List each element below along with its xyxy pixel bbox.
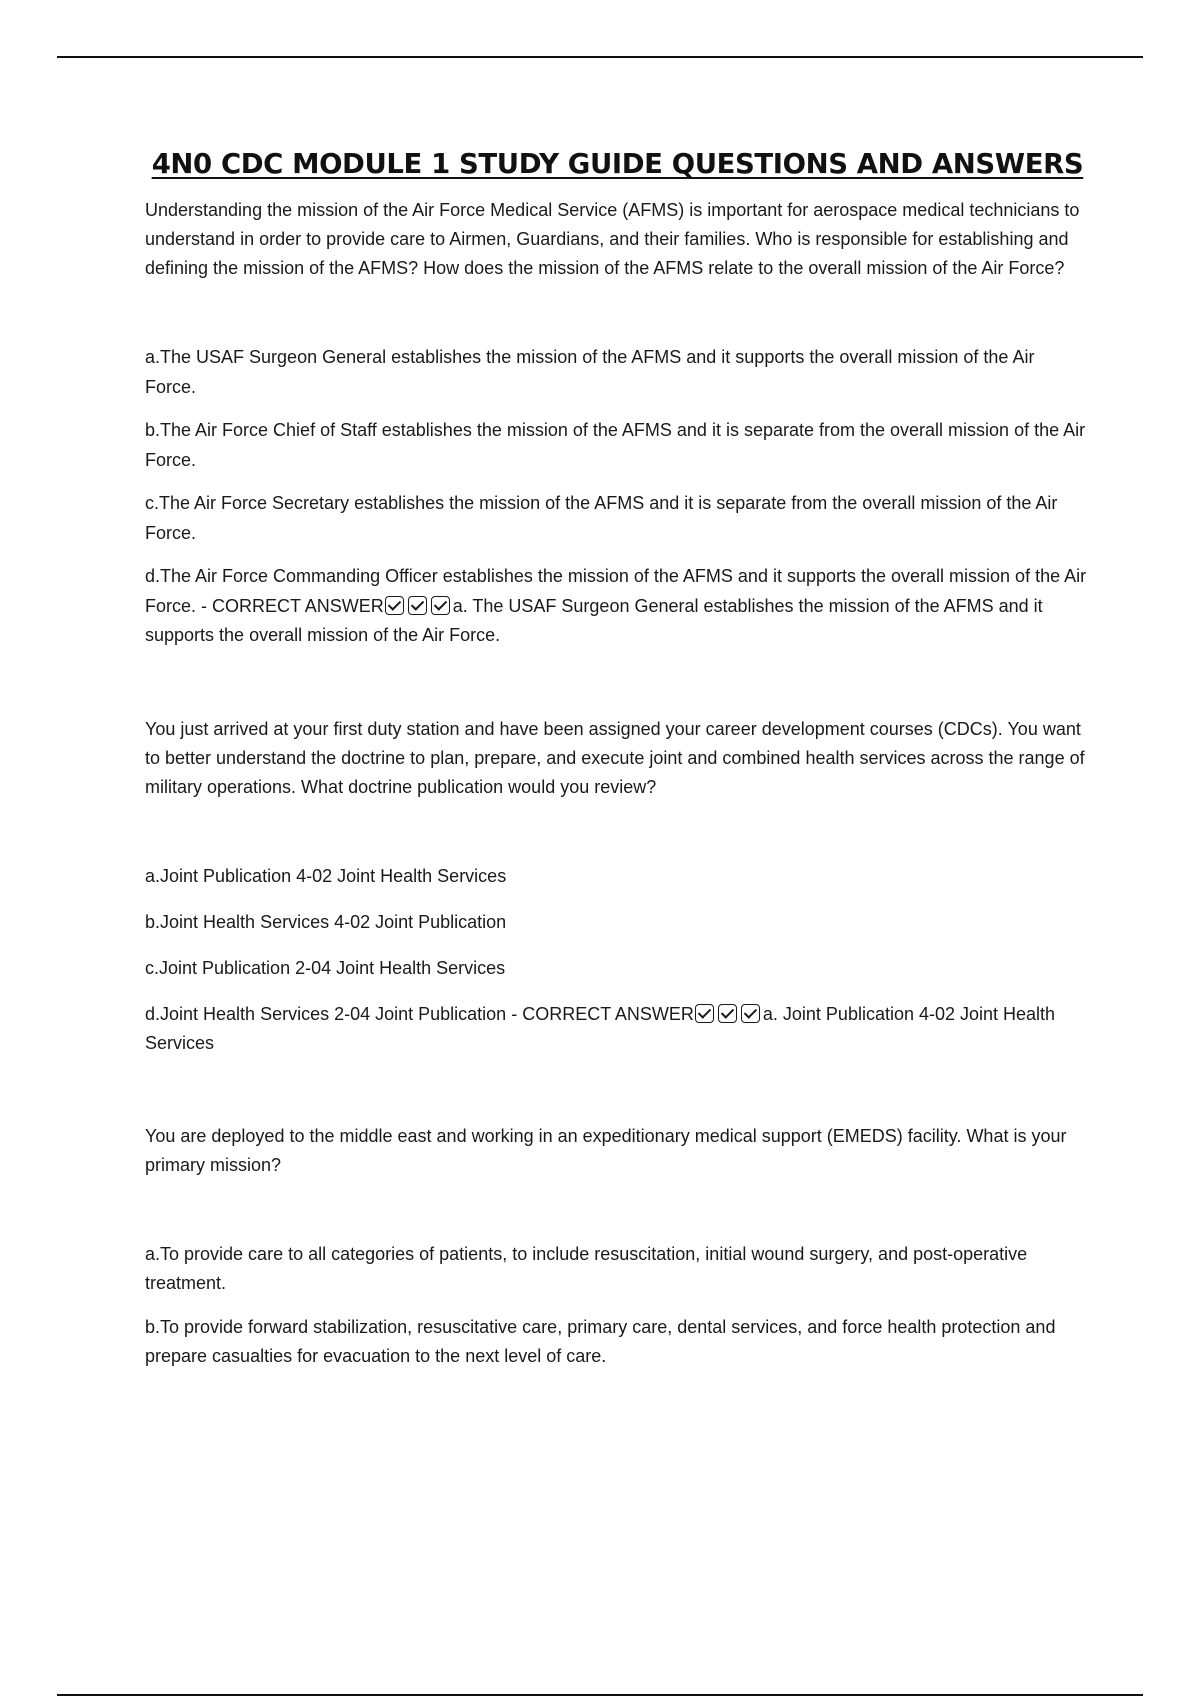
- answer-option: a.Joint Publication 4-02 Joint Health Services: [145, 865, 507, 886]
- checkbox-check-icon: [695, 1004, 714, 1023]
- answer-option: c.The Air Force Secretary establishes the mission of the AFMS and it is separate from the overall mission of the Air Force.: [145, 493, 1058, 543]
- answer-options: [145, 862, 1090, 1058]
- correct-answer-text: a. The USAF Surgeon General establishes the mission of the AFMS and it supports the overall mission of the Air Force.: [145, 595, 1043, 645]
- checkbox-check-icon: [431, 596, 450, 615]
- answer-option: a.The USAF Surgeon General establishes the mission of the AFMS and it supports the overall mission of the Air Force.: [145, 347, 1035, 397]
- question-block: [145, 196, 1090, 651]
- answer-option-with-correct-answer: [145, 1000, 1090, 1058]
- question-block: [145, 1122, 1090, 1372]
- answer-option-with-correct-answer: [145, 562, 1090, 651]
- checkbox-check-icon: [385, 596, 404, 615]
- answer-options: [145, 1240, 1090, 1372]
- question-text: You are deployed to the middle east and working in an expeditionary medical support (EMEDS) facility. What is your primary mission?: [145, 1125, 1067, 1175]
- checkbox-check-icon: [741, 1004, 760, 1023]
- answer-options: [145, 343, 1090, 651]
- document-title: 4N0 CDC MODULE 1 STUDY GUIDE QUESTIONS AND ANSWERS: [151, 148, 1084, 180]
- answer-option-text: d.Joint Health Services 2-04 Joint Publication - CORRECT ANSWER: [145, 1003, 694, 1024]
- header-rule: [57, 56, 1143, 58]
- document-page: [145, 148, 1090, 1386]
- question-text: Understanding the mission of the Air Force Medical Service (AFMS) is important for aerospace medical technicians to understand in order to provide care to Airmen, Guardians, and their families. Who is responsible for establishing and defining the mission of the AFMS? How does the mission of the AFMS relate to the overall mission of the Air Force?: [145, 200, 1080, 278]
- correct-answer-text: a. Joint Publication 4-02 Joint Health Services: [145, 1003, 1056, 1053]
- answer-option: b.To provide forward stabilization, resuscitative care, primary care, dental services, and force health protection and prepare casualties for evacuation to the next level of care.: [145, 1316, 1056, 1366]
- question-text: You just arrived at your first duty station and have been assigned your career development courses (CDCs). You want to better understand the doctrine to plan, prepare, and execute joint and combined health services across the range of military operations. What doctrine publication would you review?: [145, 718, 1085, 797]
- question-block: [145, 715, 1090, 1058]
- checkbox-check-icon: [718, 1004, 737, 1023]
- answer-option: b.Joint Health Services 4-02 Joint Publication: [145, 911, 507, 932]
- answer-option: b.The Air Force Chief of Staff establishes the mission of the AFMS and it is separate from the overall mission of the Air Force.: [145, 420, 1086, 470]
- answer-option-text: d.The Air Force Commanding Officer establishes the mission of the AFMS and it supports the overall mission of the Air Force. - CORRECT ANSWER: [145, 566, 1087, 616]
- checkbox-check-icon: [408, 596, 427, 615]
- answer-option: c.Joint Publication 2-04 Joint Health Services: [145, 957, 506, 978]
- footer-rule: [57, 1694, 1143, 1696]
- answer-option: a.To provide care to all categories of patients, to include resuscitation, initial wound surgery, and post-operative treatment.: [145, 1243, 1028, 1293]
